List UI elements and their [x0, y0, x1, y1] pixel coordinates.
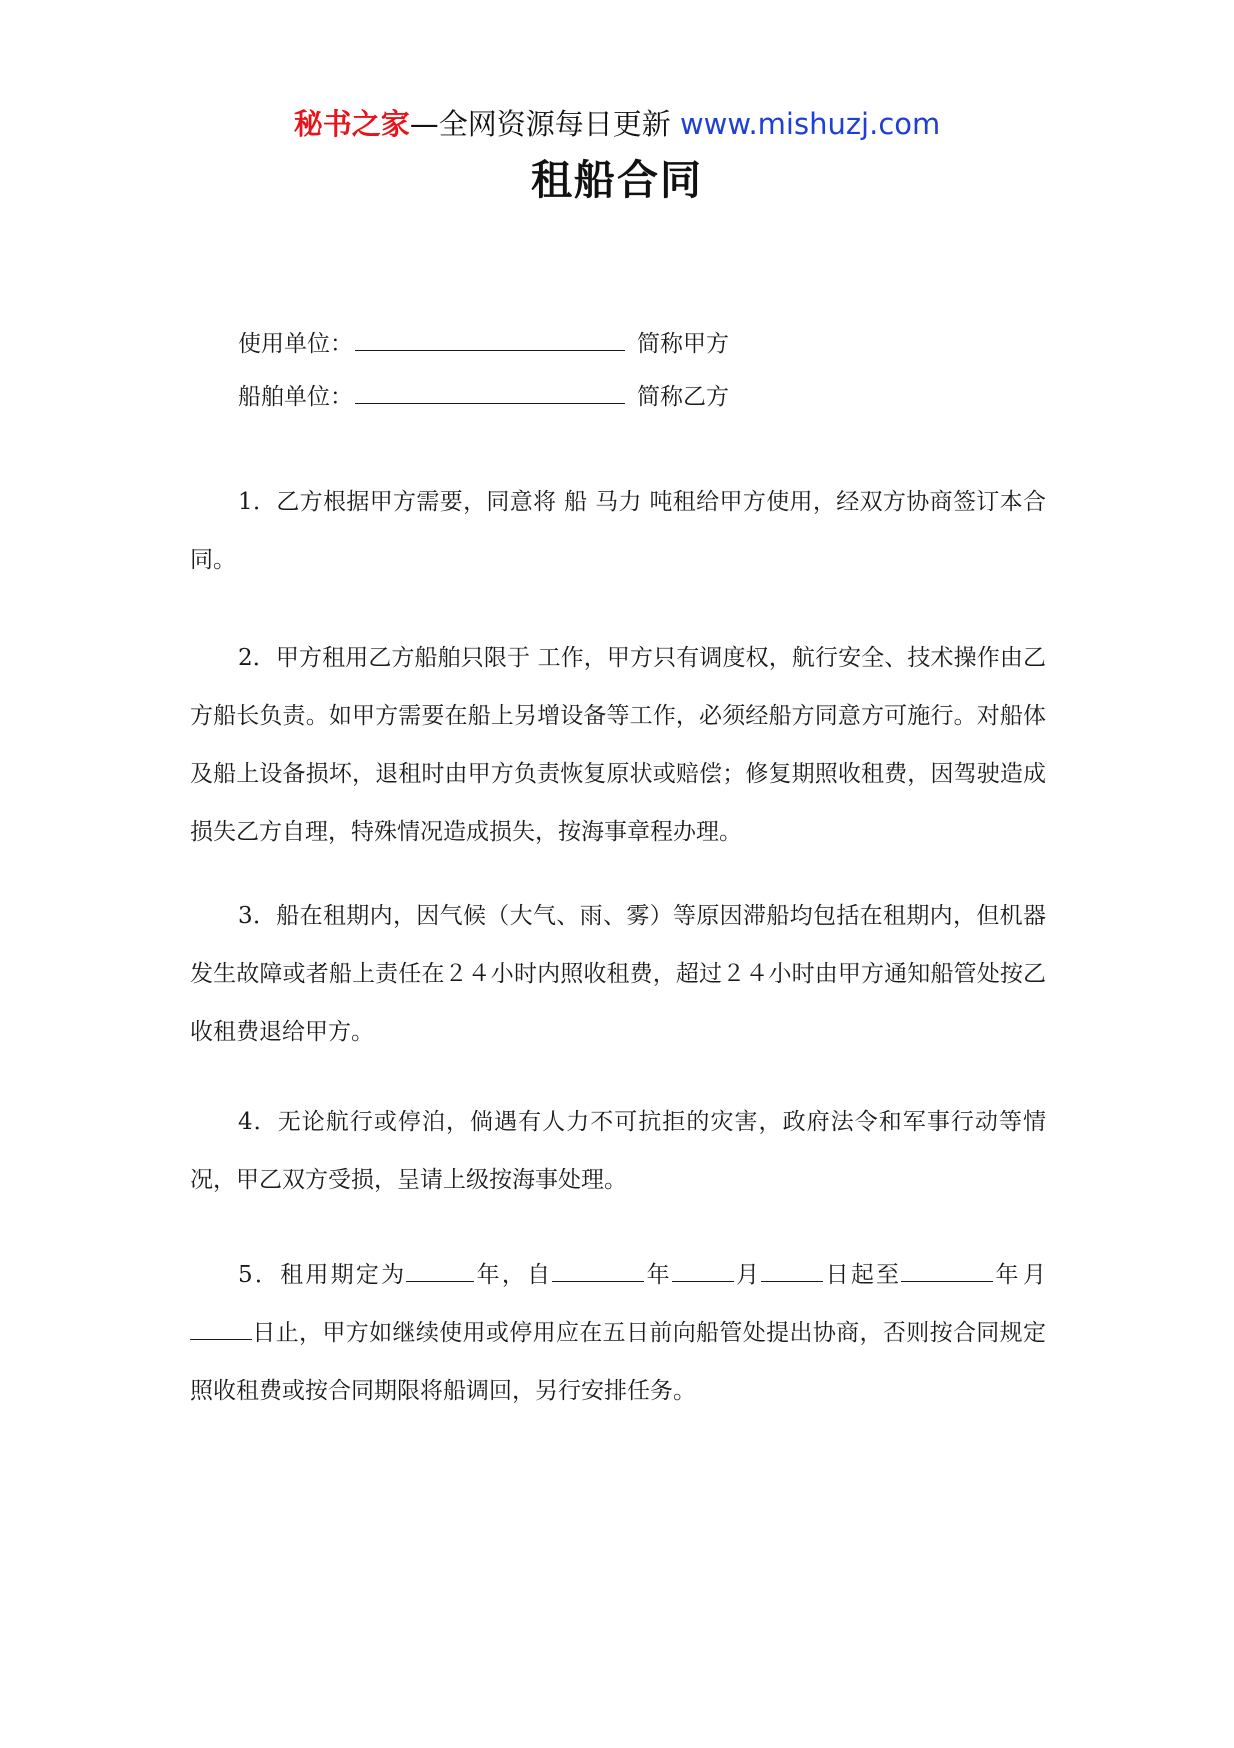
fill-blank-end-year: [901, 1259, 993, 1282]
party-blank: [355, 326, 625, 351]
fill-blank-start-year: [552, 1259, 644, 1282]
clause-5-text: 月: [733, 1262, 762, 1288]
party-suffix: 简称乙方: [637, 384, 729, 410]
party-label: 船舶单位：: [238, 384, 353, 410]
clause-5-text: 年: [993, 1262, 1021, 1288]
fill-blank-start-month: [672, 1259, 734, 1282]
clause-5-text: 日止，甲方如继续使用或停用应在五日前向船管处提出协商，否则按合同规定照收租费或按合同期限将船调回，另行安排任务。: [190, 1320, 1046, 1404]
site-brand: 秘书之家: [293, 107, 410, 141]
clause-4: 4．无论航行或停泊，倘遇有人力不可抗拒的灾害，政府法令和军事行动等情况，甲乙双方受损，呈请上级按海事处理。: [190, 1109, 1046, 1193]
party-row-user: [238, 326, 729, 361]
party-label: 使用单位：: [238, 331, 353, 357]
clause-5: [190, 1246, 1046, 1420]
document-title: 租船合同: [531, 156, 703, 204]
fill-blank-end-day: [190, 1317, 252, 1340]
clause-5-text: 日起至: [823, 1262, 902, 1288]
clause-3: 3．船在租期内，因气候（大气、雨、雾）等原因滞船均包括在租期内，但机器发生故障或者船上责任在２４小时内照收租费，超过２４小时由甲方通知船管处按乙收租费退给甲方。: [190, 903, 1046, 1045]
clause-1: 1．乙方根据甲方需要，同意将 船 马力 吨租给甲方使用，经双方协商签订本合同。: [190, 489, 1046, 573]
site-header: [0, 104, 1234, 144]
clause-5-text: 月: [1020, 1262, 1047, 1288]
fill-blank-term: [406, 1259, 474, 1282]
party-blank: [355, 379, 625, 404]
party-suffix: 简称甲方: [637, 331, 729, 357]
clause-5-text: 年: [644, 1262, 672, 1288]
clause-2: 2．甲方租用乙方船舶只限于 工作，甲方只有调度权，航行安全、技术操作由乙方船长负责。如甲方需要在船上另增设备等工作，必须经船方同意方可施行。对船体及船上设备损坏，退租时由甲方负责恢复原状或赔偿；修复期照收租费，因驾驶造成损失乙方自理，特殊情况造成损失，按海事章程办理。: [190, 645, 1046, 845]
clause-5-text: 5．租用期定为: [238, 1262, 407, 1288]
clause-5-text: 年，自: [474, 1262, 553, 1288]
site-url: www.mishuzj.com: [679, 107, 941, 141]
party-row-ship: [238, 379, 729, 414]
fill-blank-start-day: [761, 1259, 823, 1282]
site-slogan: —全网资源每日更新: [409, 107, 671, 141]
